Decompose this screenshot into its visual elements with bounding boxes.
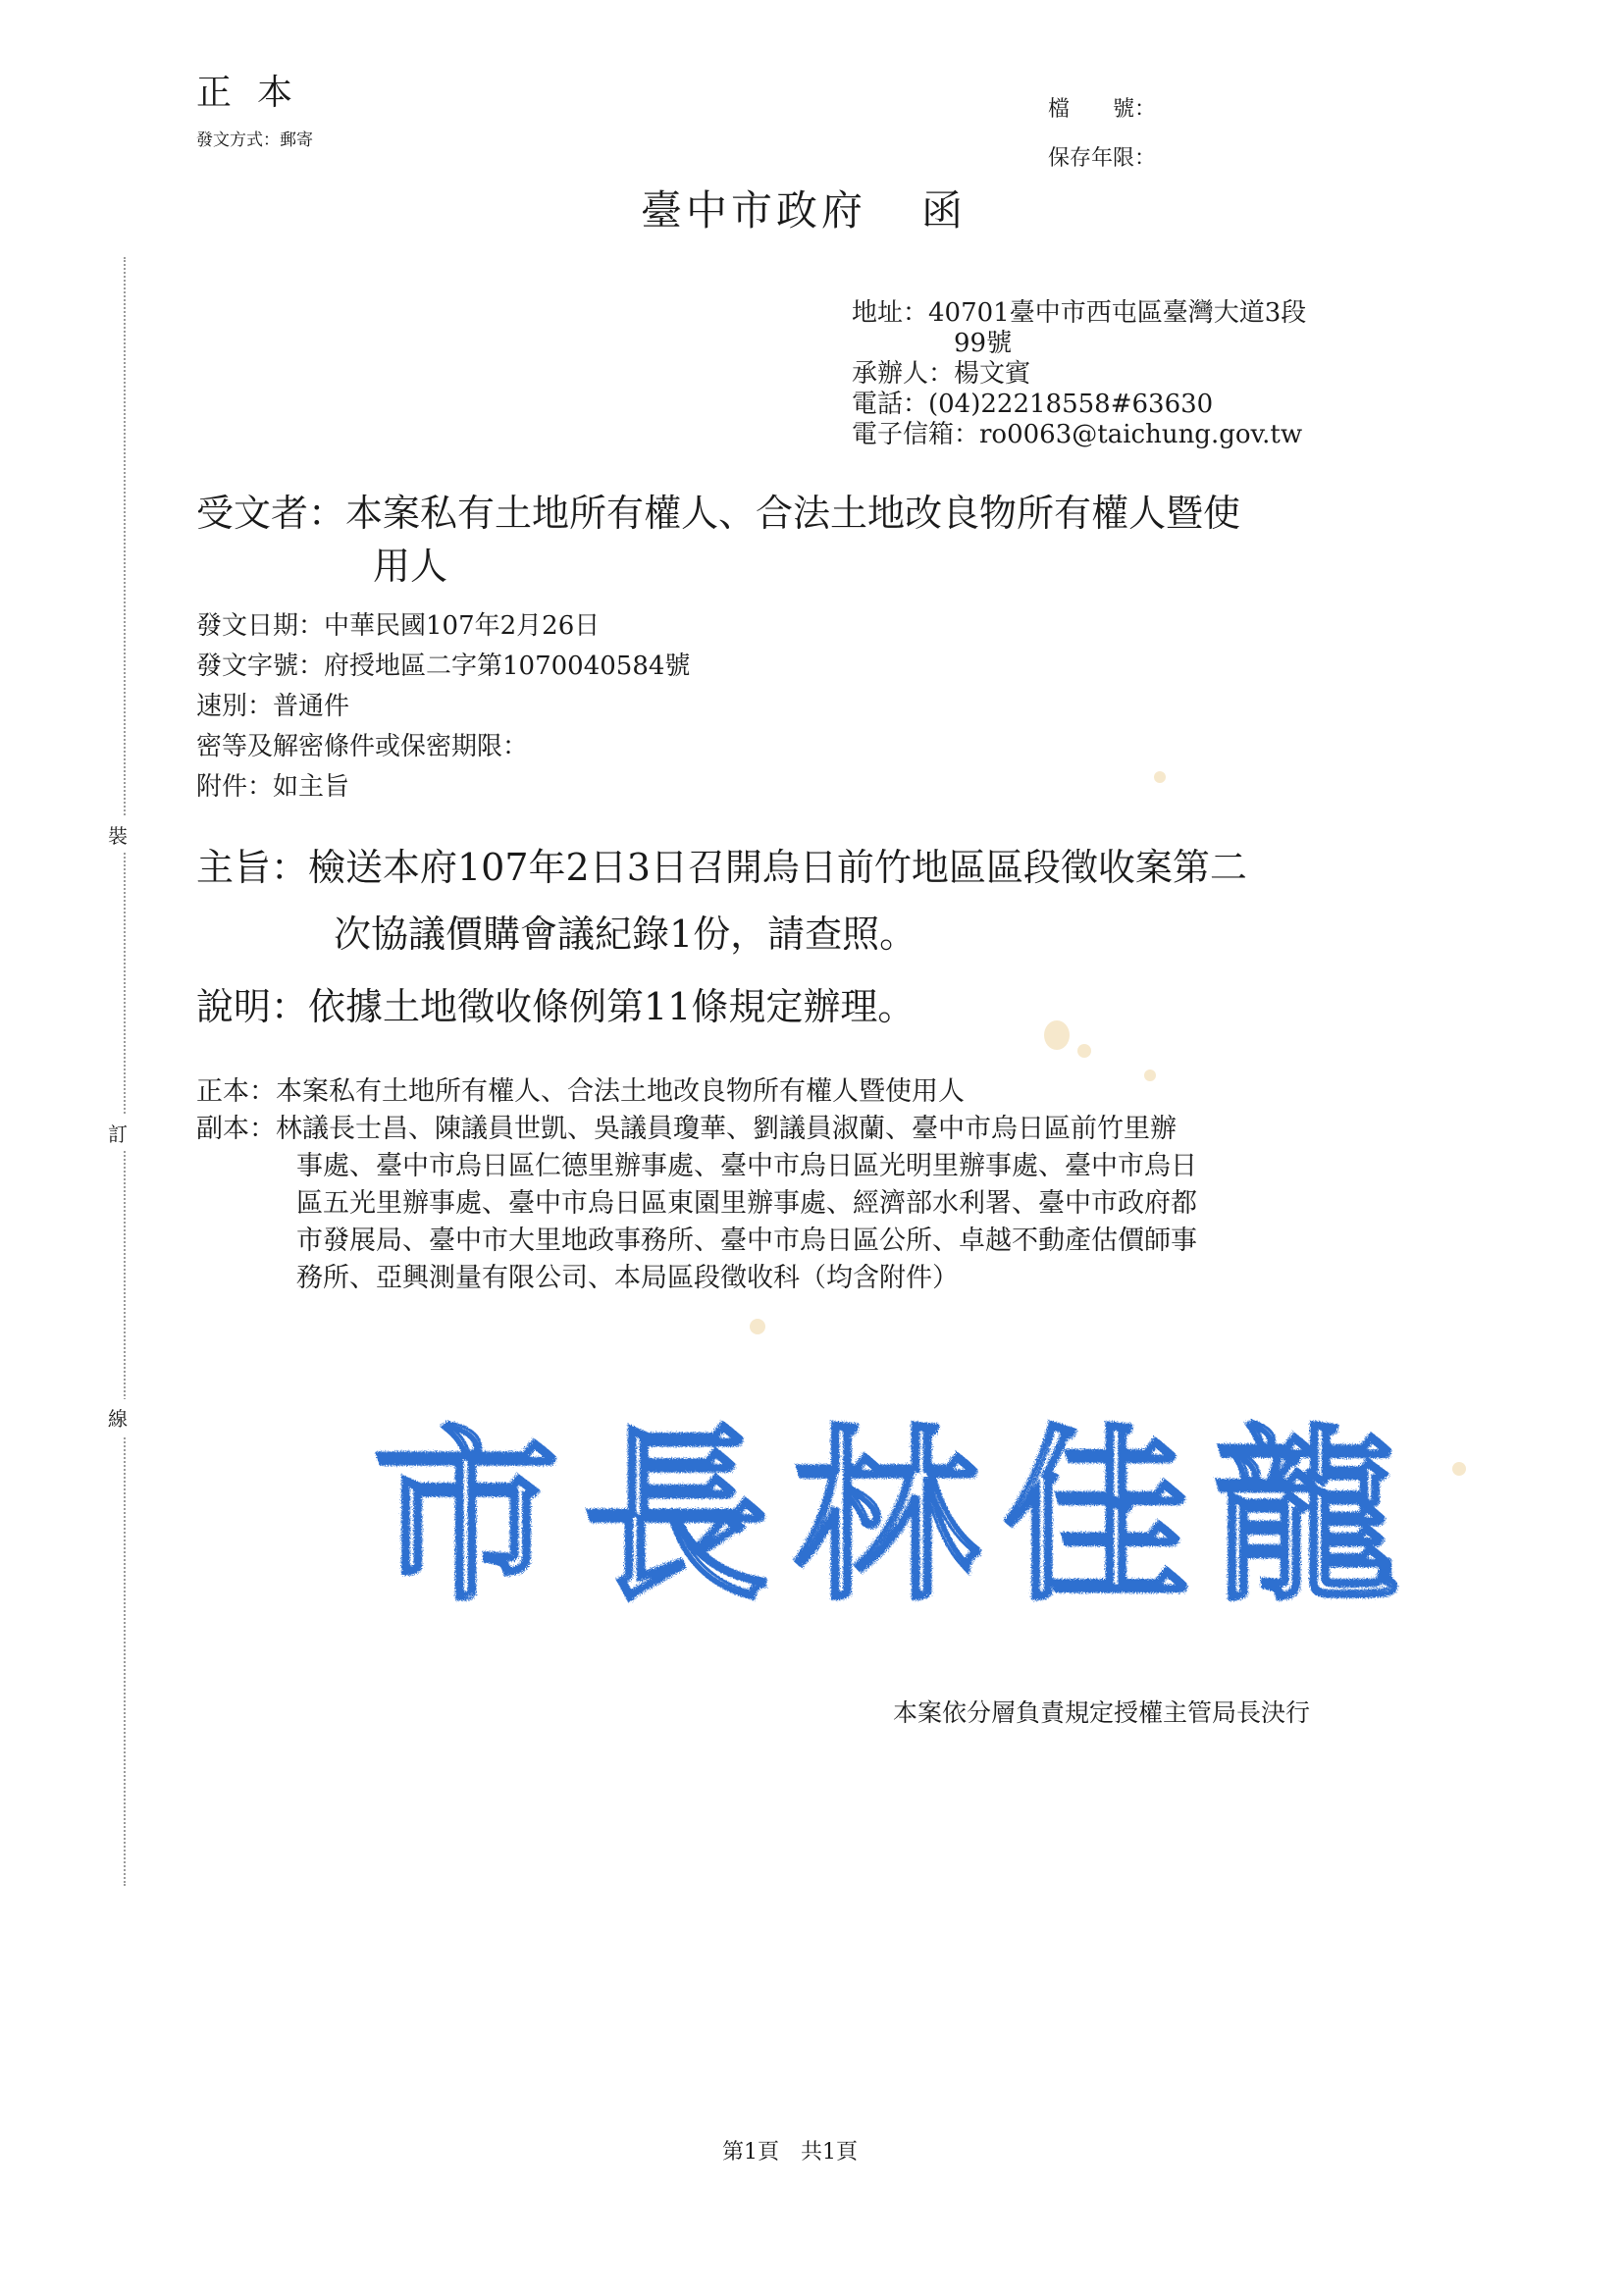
phone: 電話：(04)22218558#63630 [852, 390, 1214, 419]
issue-date: 發文日期：中華民國107年2月26日 [196, 611, 601, 641]
paper-stain [1452, 1462, 1466, 1476]
original-recipients: 正本：本案私有土地所有權人、合法土地改良物所有權人暨使用人 [196, 1076, 965, 1107]
paper-stain [750, 1319, 765, 1334]
explanation-line: 說明：依據土地徵收條例第11條規定辦理。 [196, 985, 916, 1028]
attachment: 附件：如主旨 [196, 772, 350, 802]
address-line-1: 地址：40701臺中市西屯區臺灣大道3段 [852, 298, 1307, 328]
security-classification: 密等及解密條件或保密期限： [196, 732, 529, 761]
document-title [641, 179, 967, 237]
svg-text:市長林佳龍: 市長林佳龍 [373, 1409, 1424, 1626]
subject-line-2: 次協議價購會議紀錄1份，請查照。 [334, 913, 917, 956]
paper-stain [1077, 1044, 1091, 1058]
address-line-2: 99號 [954, 329, 1013, 358]
send-method: 發文方式：郵寄 [196, 130, 313, 150]
recipient-line-2: 用人 [373, 545, 448, 588]
handler: 承辦人：楊文賓 [852, 359, 1031, 389]
speed-classification: 速別：普通件 [196, 692, 350, 721]
copy-recipients-line: 區五光里辦事處、臺中市烏日區東園里辦事處、經濟部水利署、臺中市政府都 [296, 1188, 1197, 1219]
binding-char-ding: 訂 [108, 1115, 128, 1151]
copy-recipients-line: 務所、亞興測量有限公司、本局區段徵收科（均含附件） [296, 1263, 959, 1293]
issue-metadata [196, 606, 690, 808]
document-type: 函 [921, 186, 968, 235]
issuing-organization: 臺中市政府 [641, 186, 867, 235]
email: 電子信箱：ro0063@taichung.gov.tw [852, 420, 1303, 449]
contact-block [852, 298, 1306, 450]
paper-stain [1154, 771, 1166, 783]
copy-recipients-line: 事處、臺中市烏日區仁德里辦事處、臺中市烏日區光明里辦事處、臺中市烏日 [296, 1151, 1197, 1181]
subject-block [196, 834, 1247, 1040]
recipient-block [196, 487, 1240, 593]
recipient-line-1: 受文者：本案私有土地所有權人、合法土地改良物所有權人暨使 [196, 492, 1241, 535]
retention-period-label: 保存年限： [1048, 146, 1157, 171]
copy-type-label: 正本 [196, 73, 319, 113]
file-number-label: 檔 號： [1048, 97, 1157, 122]
binding-char-zhuang: 裝 [108, 816, 128, 853]
distribution-block [196, 1073, 1197, 1297]
copy-recipients-line: 市發展局、臺中市大里地政事務所、臺中市烏日區公所、卓越不動產估價師事 [296, 1226, 1197, 1256]
seal-graphic [373, 1385, 1433, 1631]
authorization-note: 本案依分層負責規定授權主管局長決行 [893, 1698, 1311, 1727]
subject-line-1: 主旨：檢送本府107年2日3日召開烏日前竹地區區段徵收案第二 [196, 846, 1247, 889]
paper-stain [1044, 1020, 1070, 1050]
binding-margin-line [124, 257, 126, 1886]
copy-recipients-line: 副本：林議長士昌、陳議員世凱、吳議員瓊華、劉議員淑蘭、臺中市烏日區前竹里辦 [196, 1114, 1177, 1144]
page-number: 第1頁 共1頁 [722, 2140, 858, 2165]
paper-stain [1144, 1070, 1156, 1081]
issue-number: 發文字號：府授地區二字第1070040584號 [196, 652, 691, 681]
binding-char-xian: 線 [108, 1399, 128, 1435]
mayor-signature-seal [373, 1385, 1433, 1631]
